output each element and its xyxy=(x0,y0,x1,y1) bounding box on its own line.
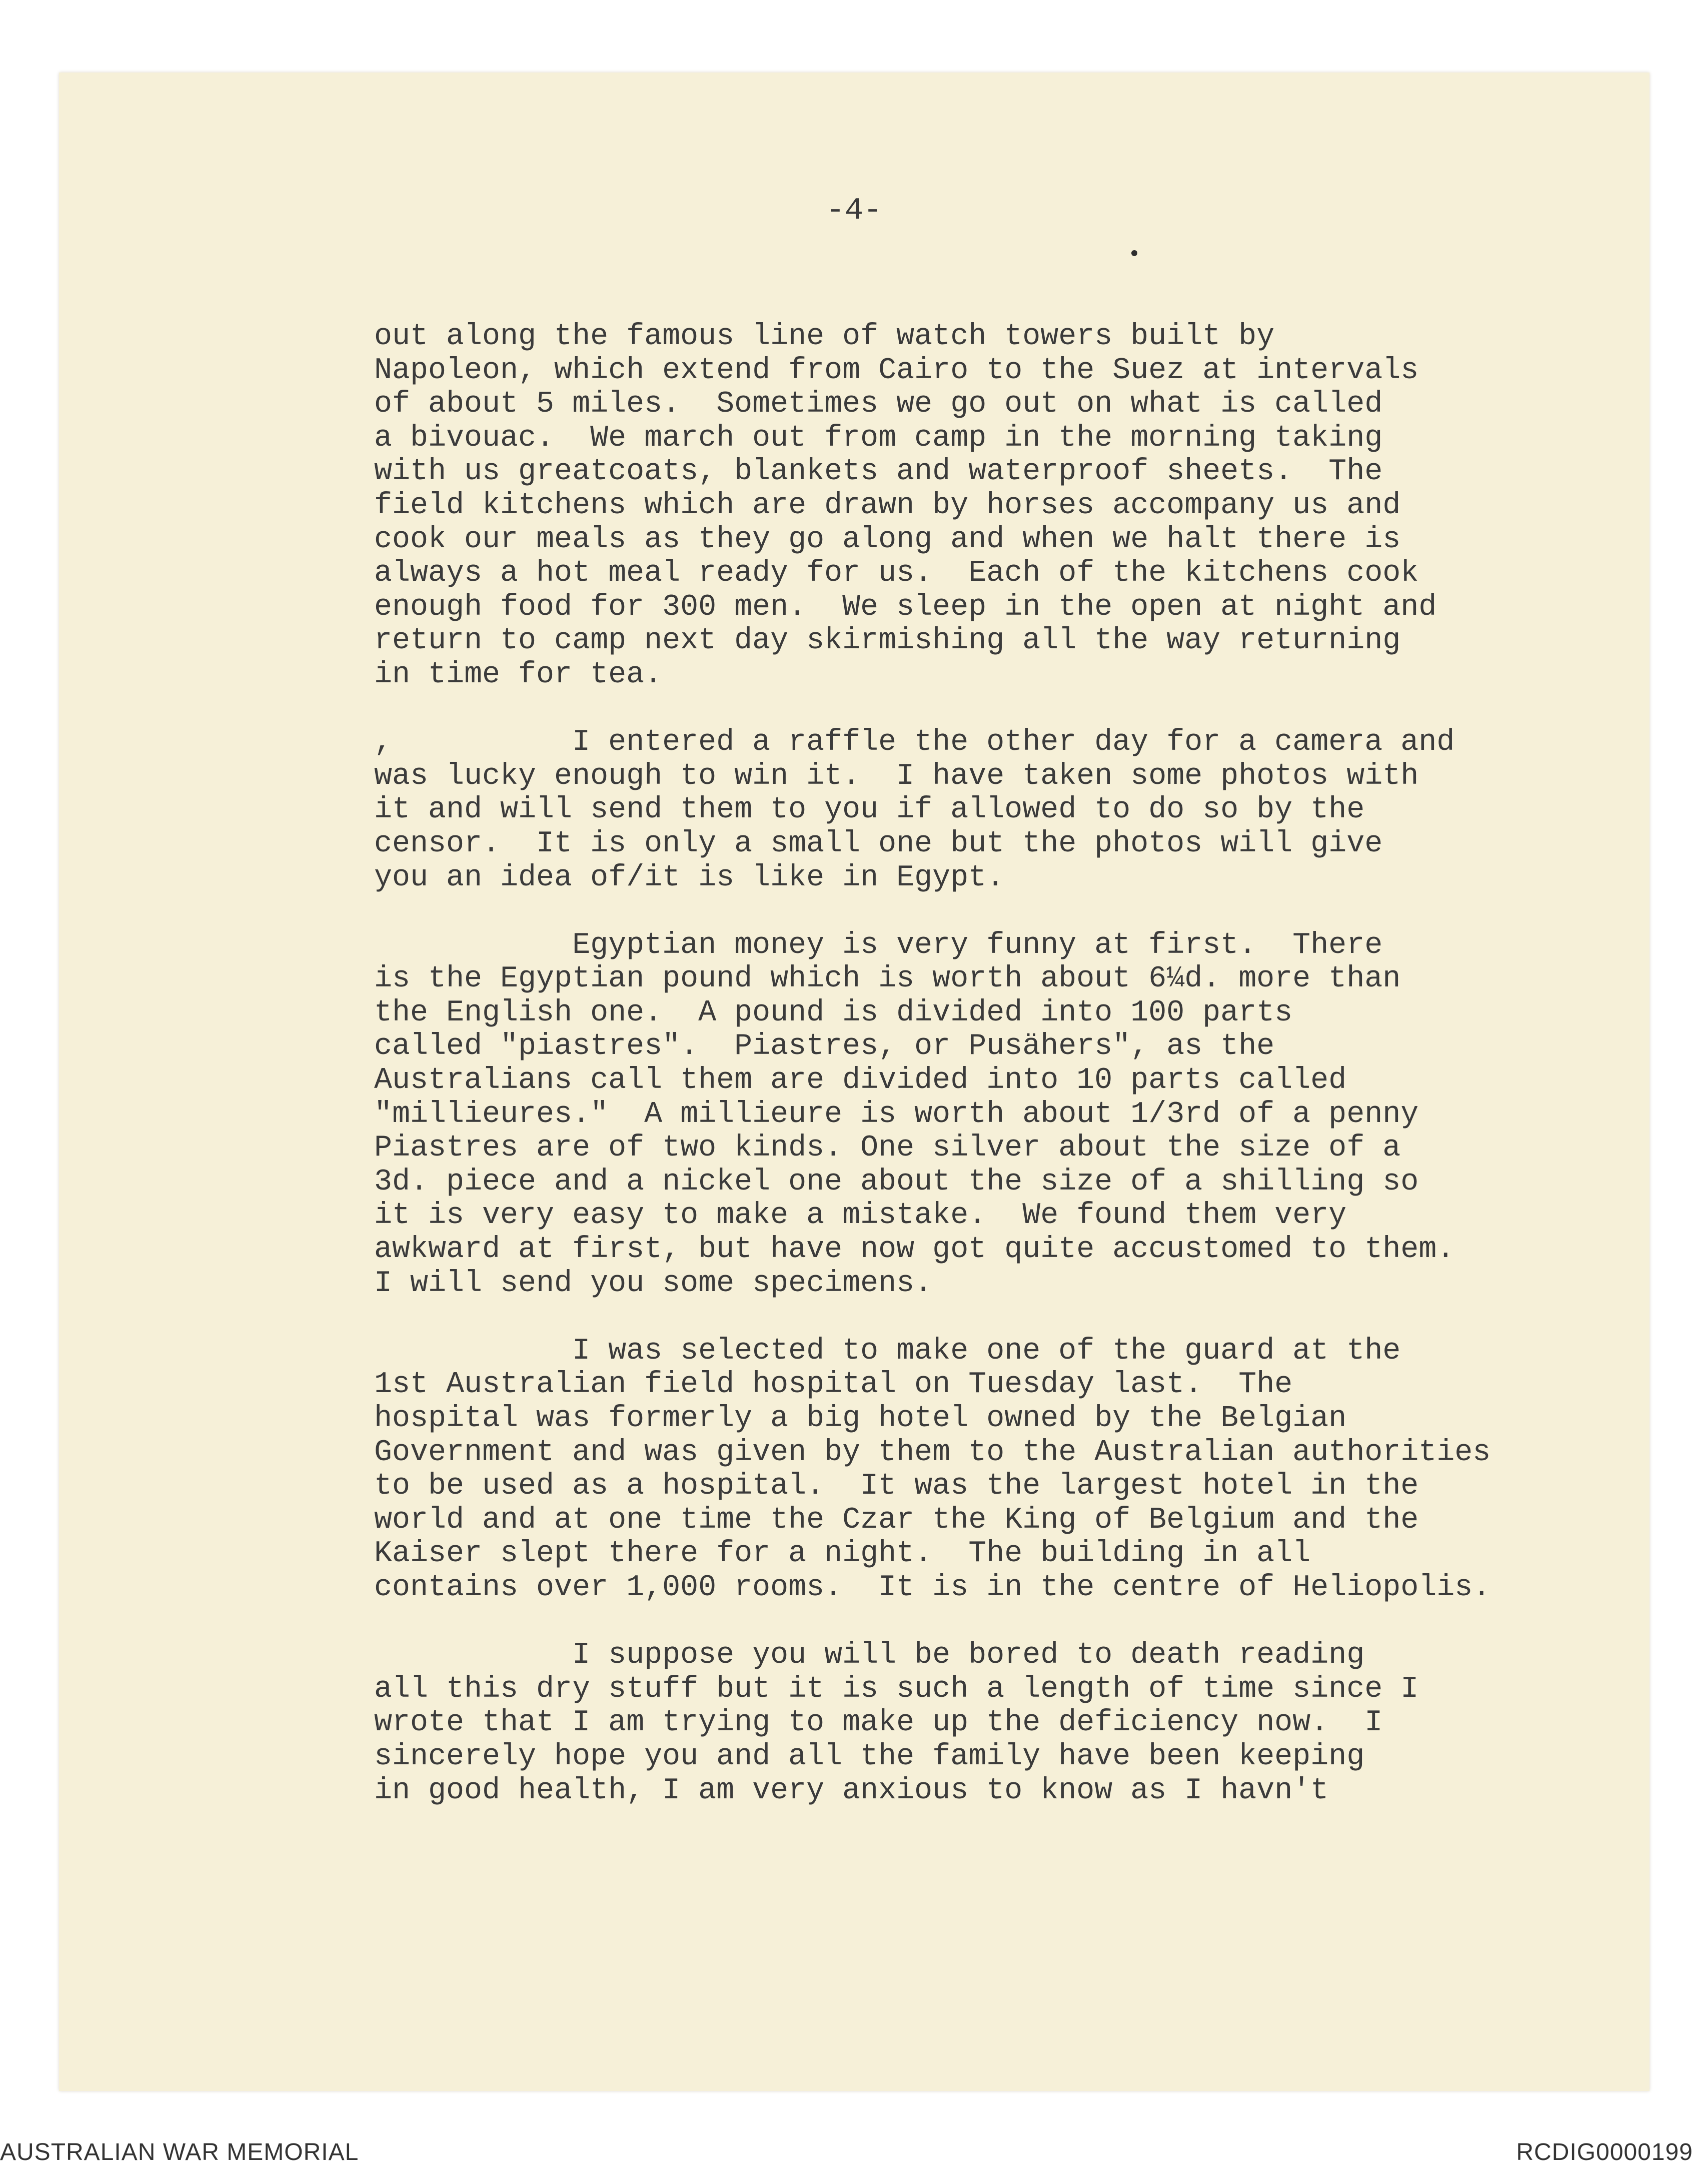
ink-dot xyxy=(1131,250,1137,256)
paragraph-5 xyxy=(374,1639,1654,1808)
text-line: a bivouac. We march out from camp in the morning taking xyxy=(374,421,1383,455)
text-line: in time for tea. xyxy=(374,657,663,692)
text-line: Piastres are of two kinds. One silver about the size of a xyxy=(374,1131,1401,1166)
text-line: return to camp next day skirmishing all the way returning xyxy=(374,624,1401,658)
text-line: cook our meals as they go along and when we halt there is xyxy=(374,522,1401,557)
paragraph-gap xyxy=(374,1605,1654,1639)
paragraph-gap xyxy=(374,692,1654,726)
text-line: was lucky enough to win it. I have taken some photos with xyxy=(374,759,1419,793)
footer-record-id: RCDIG0000199 xyxy=(1516,2139,1693,2165)
text-line: Government and was given by them to the Australian authorities xyxy=(374,1435,1491,1470)
text-line: in good health, I am very anxious to know as I havn't xyxy=(374,1773,1329,1808)
text-line: out along the famous line of watch towers built by xyxy=(374,320,1275,354)
paragraph-1 xyxy=(374,320,1654,692)
text-line: called "piastres". Piastres, or Pusähers", as the xyxy=(374,1029,1275,1064)
text-line: enough food for 300 men. We sleep in the open at night and xyxy=(374,590,1437,624)
paragraph-3 xyxy=(374,929,1654,1301)
text-line: hospital was formerly a big hotel owned by the Belgian xyxy=(374,1402,1347,1436)
text-line: awkward at first, but have now got quite accustomed to them. xyxy=(374,1233,1455,1267)
text-line: censor. It is only a small one but the photos will give xyxy=(374,826,1383,861)
text-line: is the Egyptian pound which is worth about 6¼d. more than xyxy=(374,962,1401,996)
text-line: Australians call them are divided into 10 parts called xyxy=(374,1063,1347,1098)
paragraph-2 xyxy=(374,726,1654,895)
text-line: contains over 1,000 rooms. It is in the centre of Heliopolis. xyxy=(374,1570,1491,1605)
text-line: "millieures." A millieure is worth about 1/3rd of a penny xyxy=(374,1097,1419,1132)
text-line: it and will send them to you if allowed to do so by the xyxy=(374,793,1365,827)
paragraph-gap xyxy=(374,895,1654,929)
footer-institution: AUSTRALIAN WAR MEMORIAL xyxy=(0,2139,359,2165)
text-line: always a hot meal ready for us. Each of the kitchens cook xyxy=(374,556,1419,591)
text-line: with us greatcoats, blankets and waterproof sheets. The xyxy=(374,455,1383,489)
text-line: all this dry stuff but it is such a length of time since I xyxy=(374,1672,1419,1706)
text-line: I was selected to make one of the guard at the xyxy=(374,1334,1401,1368)
text-line: sincerely hope you and all the family have been keeping xyxy=(374,1739,1365,1774)
text-line: world and at one time the Czar the King of Belgium and the xyxy=(374,1503,1419,1537)
text-line: to be used as a hospital. It was the largest hotel in the xyxy=(374,1469,1419,1504)
text-line: field kitchens which are drawn by horses accompany us and xyxy=(374,488,1401,523)
text-line: 1st Australian field hospital on Tuesday last. The xyxy=(374,1368,1293,1402)
text-line: , I entered a raffle the other day for a camera and xyxy=(374,725,1455,760)
text-line: you an idea of/it is like in Egypt. xyxy=(374,860,1005,895)
text-line: the English one. A pound is divided into 100 parts xyxy=(374,995,1293,1030)
text-line: Kaiser slept there for a night. The building in all xyxy=(374,1537,1311,1571)
paragraph-4 xyxy=(374,1335,1654,1605)
page-number: -4- xyxy=(826,193,882,228)
text-line: I will send you some specimens. xyxy=(374,1266,933,1301)
text-line: Napoleon, which extend from Cairo to the Suez at intervals xyxy=(374,353,1419,388)
letter-body xyxy=(374,320,1654,1808)
text-line: 3d. piece and a nickel one about the size of a shilling so xyxy=(374,1165,1419,1199)
text-line: Egyptian money is very funny at first. There xyxy=(374,928,1383,962)
text-line: wrote that I am trying to make up the deficiency now. I xyxy=(374,1706,1383,1740)
paragraph-gap xyxy=(374,1301,1654,1335)
text-line: of about 5 miles. Sometimes we go out on what is called xyxy=(374,387,1383,422)
text-line: I suppose you will be bored to death reading xyxy=(374,1638,1365,1673)
text-line: it is very easy to make a mistake. We found them very xyxy=(374,1199,1347,1233)
